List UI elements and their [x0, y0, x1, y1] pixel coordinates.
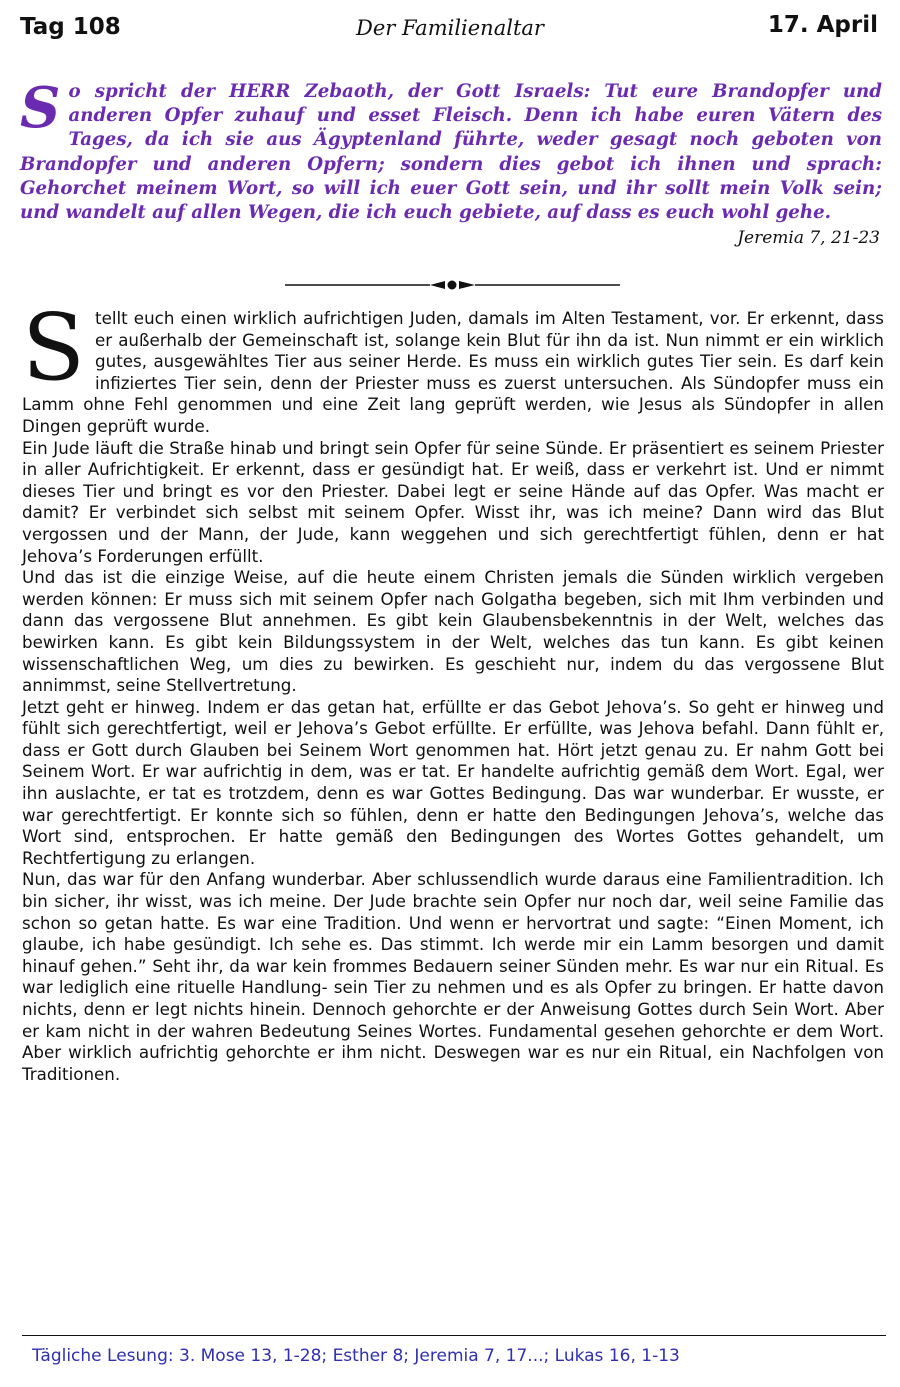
paragraph: Nun, das war für den Anfang wunderbar. Aber schlussendlich wurde daraus eine Familientradition. Ich bin sicher, ihr wisst, was ich meine. Der Jude brachte sein Opfer nur noch dar, weil seine Familie das schon so getan hatte. Es war eine Tradition. Und wenn er hervortrat und sagte: “Einen Moment, ich glaube, ich habe gesündigt. Ich sehe es. Das stimmt. Ich werde mir ein Lamm besorgen und damit hinauf gehen.” Seht ihr, da war kein frommes Bedauern seiner Sünden mehr. Es war nur ein Ritual. Es war lediglich eine rituelle Handlung- sein Tier zu nehmen und es als Opfer zu bringen. Er hatte davon nichts, denn er legt nichts hinein. Dennoch gehorchte er der Anweisung Gottes durch Sein Wort. Aber er kam nicht in der wahren Bedeutung Seines Wortes. Fundamental gesehen gehorchte er dem Wort. Aber wirklich aufrichtig gehorchte er ihm nicht. Deswegen war es nur ein Ritual, ein Nachfolgen von Traditionen. [22, 869, 884, 1084]
ornament-divider [285, 274, 620, 296]
devotional-body [22, 294, 884, 1085]
daily-reading: Tägliche Lesung: 3. Mose 13, 1-28; Esther 8; Jeremia 7, 17...; Lukas 16, 1-13 [32, 1346, 680, 1366]
page-date: 17. April [767, 12, 878, 38]
verse-initial: S [20, 75, 61, 141]
paragraph: Ein Jude läuft die Straße hinab und bringt sein Opfer für seine Sünde. Er präsentiert es seinem Priester in aller Aufrichtigkeit. Er erkennt, dass er gesündigt hat. Er weiß, dass er verkehrt ist. Und er nimmt dieses Tier und bringt es vor den Priester. Dabei legt er seine Hände auf das Opfer. Was macht er damit? Er verbindet sich selbst mit seinem Opfer. Wisst ihr, was ich meine? Dann wird das Blut vergossen und der Mann, der Jude, kann weggehen und sich gerechtfertigt fühlen, denn er hat Jehova’s Forderungen erfüllt. [22, 437, 884, 566]
paragraph: Jetzt geht er hinweg. Indem er das getan hat, erfüllte er das Gebot Jehova’s. So geht er hinweg und fühlt sich gerechtfertigt, weil er Jehova’s Gebot erfüllte. Er erfüllte, was Jehova befahl. Dann fühlt er, dass er Gott durch Glauben bei Seinem Wort genommen hat. Hört jetzt genau zu. Er nahm Gott bei Seinem Wort. Er war aufrichtig in dem, was er tat. Er handelte aufrichtig gemäß dem Wort. Egal, wer ihn auslachte, er tat es trotzdem, denn es war Gottes Bedingung. Das war wunderbar. Er wusste, er war gerechtfertigt. Er konnte sich so fühlen, denn er hatte den Bedingungen Jehova’s, welche das Wort sind, entsprochen. Er hatte gemäß den Bedingungen des Wortes Gottes gehandelt, um Rechtfertigung zu erlangen. [22, 696, 884, 868]
paragraph: Und das ist die einzige Weise, auf die heute einem Christen jemals die Sünden wirklich vergeben werden können: Er muss sich mit seinem Opfer nach Golgatha begeben, sich mit Ihm verbinden und dann das vergossene Blut annehmen. Es gibt kein Glaubensbekenntnis in der Welt, welches das bewirken kann. Es gibt kein Bildungssystem in der Welt, welches das tun kann. Es gibt keinen wissenschaftlichen Weg, um dies zu bewirken. Es geschieht nur, indem du das vergossene Blut annimmst, seine Stellvertretung. [22, 567, 884, 696]
verse-reference: Jeremia 7, 21-23 [737, 228, 880, 248]
paragraph-text: tellt euch einen wirklich aufrichtigen Juden, damals im Alten Testament, vor. Er erkennt, dass er außerhalb der Gemeinschaft ist, solange kein Blut für ihn da ist. Nun nimmt er ein wirklich gutes, ausgewähltes Tier aus seiner Herde. Es muss ein wirklich gutes Tier sein. Es darf kein infiziertes Tier sein, denn der Priester muss es zuerst untersuchen. Als Sündopfer muss ein Lamm ohne Fehl genommen und eine Zeit lang geprüft werden, wie Jesus als Sündopfer in allen Dingen geprüft wurde. [22, 308, 884, 436]
scripture-verse [20, 75, 882, 225]
page-header [0, 0, 900, 60]
day-number: Tag 108 [20, 14, 121, 40]
verse-text: o spricht der HERR Zebaoth, der Gott Israels: Tut eure Brandopfer und anderen Opfer zuhauf und esset Fleisch. Denn ich habe euren Vätern des Tages, da ich sie aus Ägyptenland führte, weder gesagt noch geboten von Brandopfer und anderen Opfern; sondern dies gebot ich ihnen und sprach: Gehorchet meinem Wort, so will ich euer Gott sein, und ihr sollt mein Volk sein; und wandelt auf allen Wegen, die ich euch gebiete, auf dass es euch wohl gehe. [20, 81, 882, 224]
book-title: Der Familienaltar [356, 16, 544, 40]
body-initial: S [22, 294, 86, 401]
paragraph [22, 294, 884, 438]
footer-divider [22, 1335, 886, 1336]
